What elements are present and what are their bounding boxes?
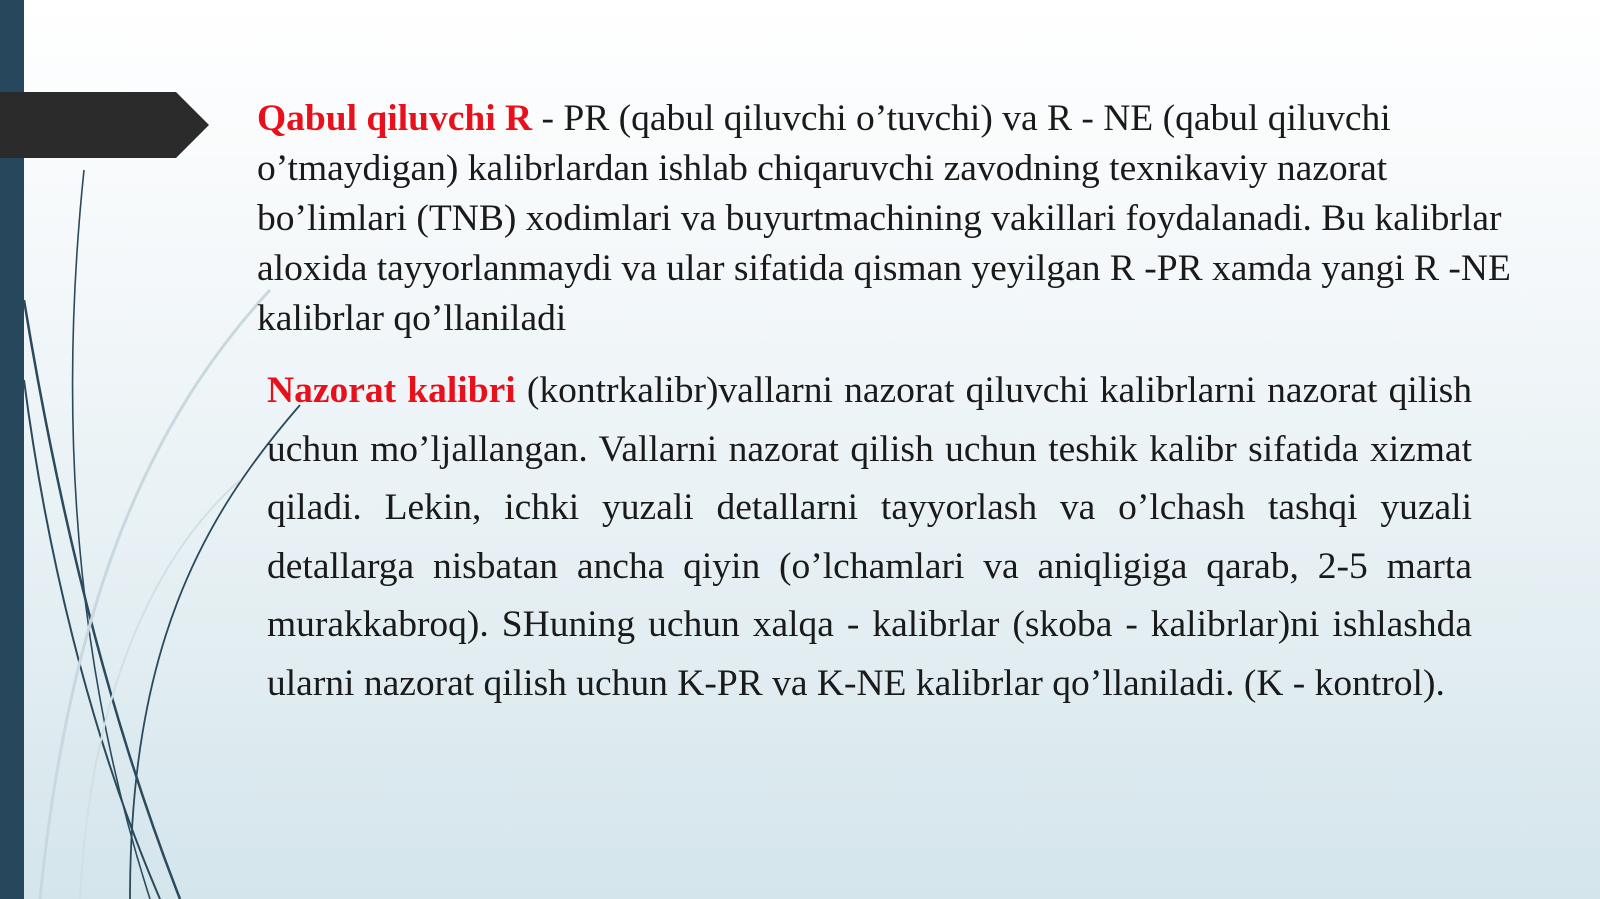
paragraph-nazorat-kalibri-text: (kontrkalibr)vallarni nazorat qiluvchi kalibrlarni nazorat qilish uchun mo’ljallangan. Vallarni nazorat qilish uchun teshik kalibr sifatida xizmat qiladi. Lekin, ichki yuzali detallarni tayyorlash va o’lchash tashqi yuzali detallarga nisbatan ancha qiyin (o’lchamlari va aniqligiga qarab, 2-5 marta murakkabroq). SHuning uchun xalqa - kalibrlar (skoba - kalibrlar)ni ishlashda ularni nazorat qilish uchun K-PR va K-NE kalibrlar qo’llaniladi. (K - kontrol). [267, 370, 1472, 704]
title-arrow-banner [0, 92, 210, 158]
paragraph-nazorat-kalibri [267, 362, 1472, 714]
term-nazorat-kalibri: Nazorat kalibri [267, 370, 516, 411]
term-qabul-qiluvchi: Qabul qiluvchi R [257, 98, 533, 139]
paragraph-qabul-qiluvchi [257, 94, 1517, 344]
paragraph-qabul-qiluvchi-text: - PR (qabul qiluvchi o’tuvchi) va R - NE (qabul qiluvchi o’tmaydigan) kalibrlardan ishlab chiqaruvchi zavodning texnikaviy nazorat bo’limlari (TNB) xodimlari va buyurtmachining vakillari foydalanadi. Bu kalibrlar aloxida tayyorlanmaydi va ular sifatida qisman yeyilgan R -PR xamda yangi R -NE kalibrlar qo’llaniladi [257, 98, 1511, 339]
